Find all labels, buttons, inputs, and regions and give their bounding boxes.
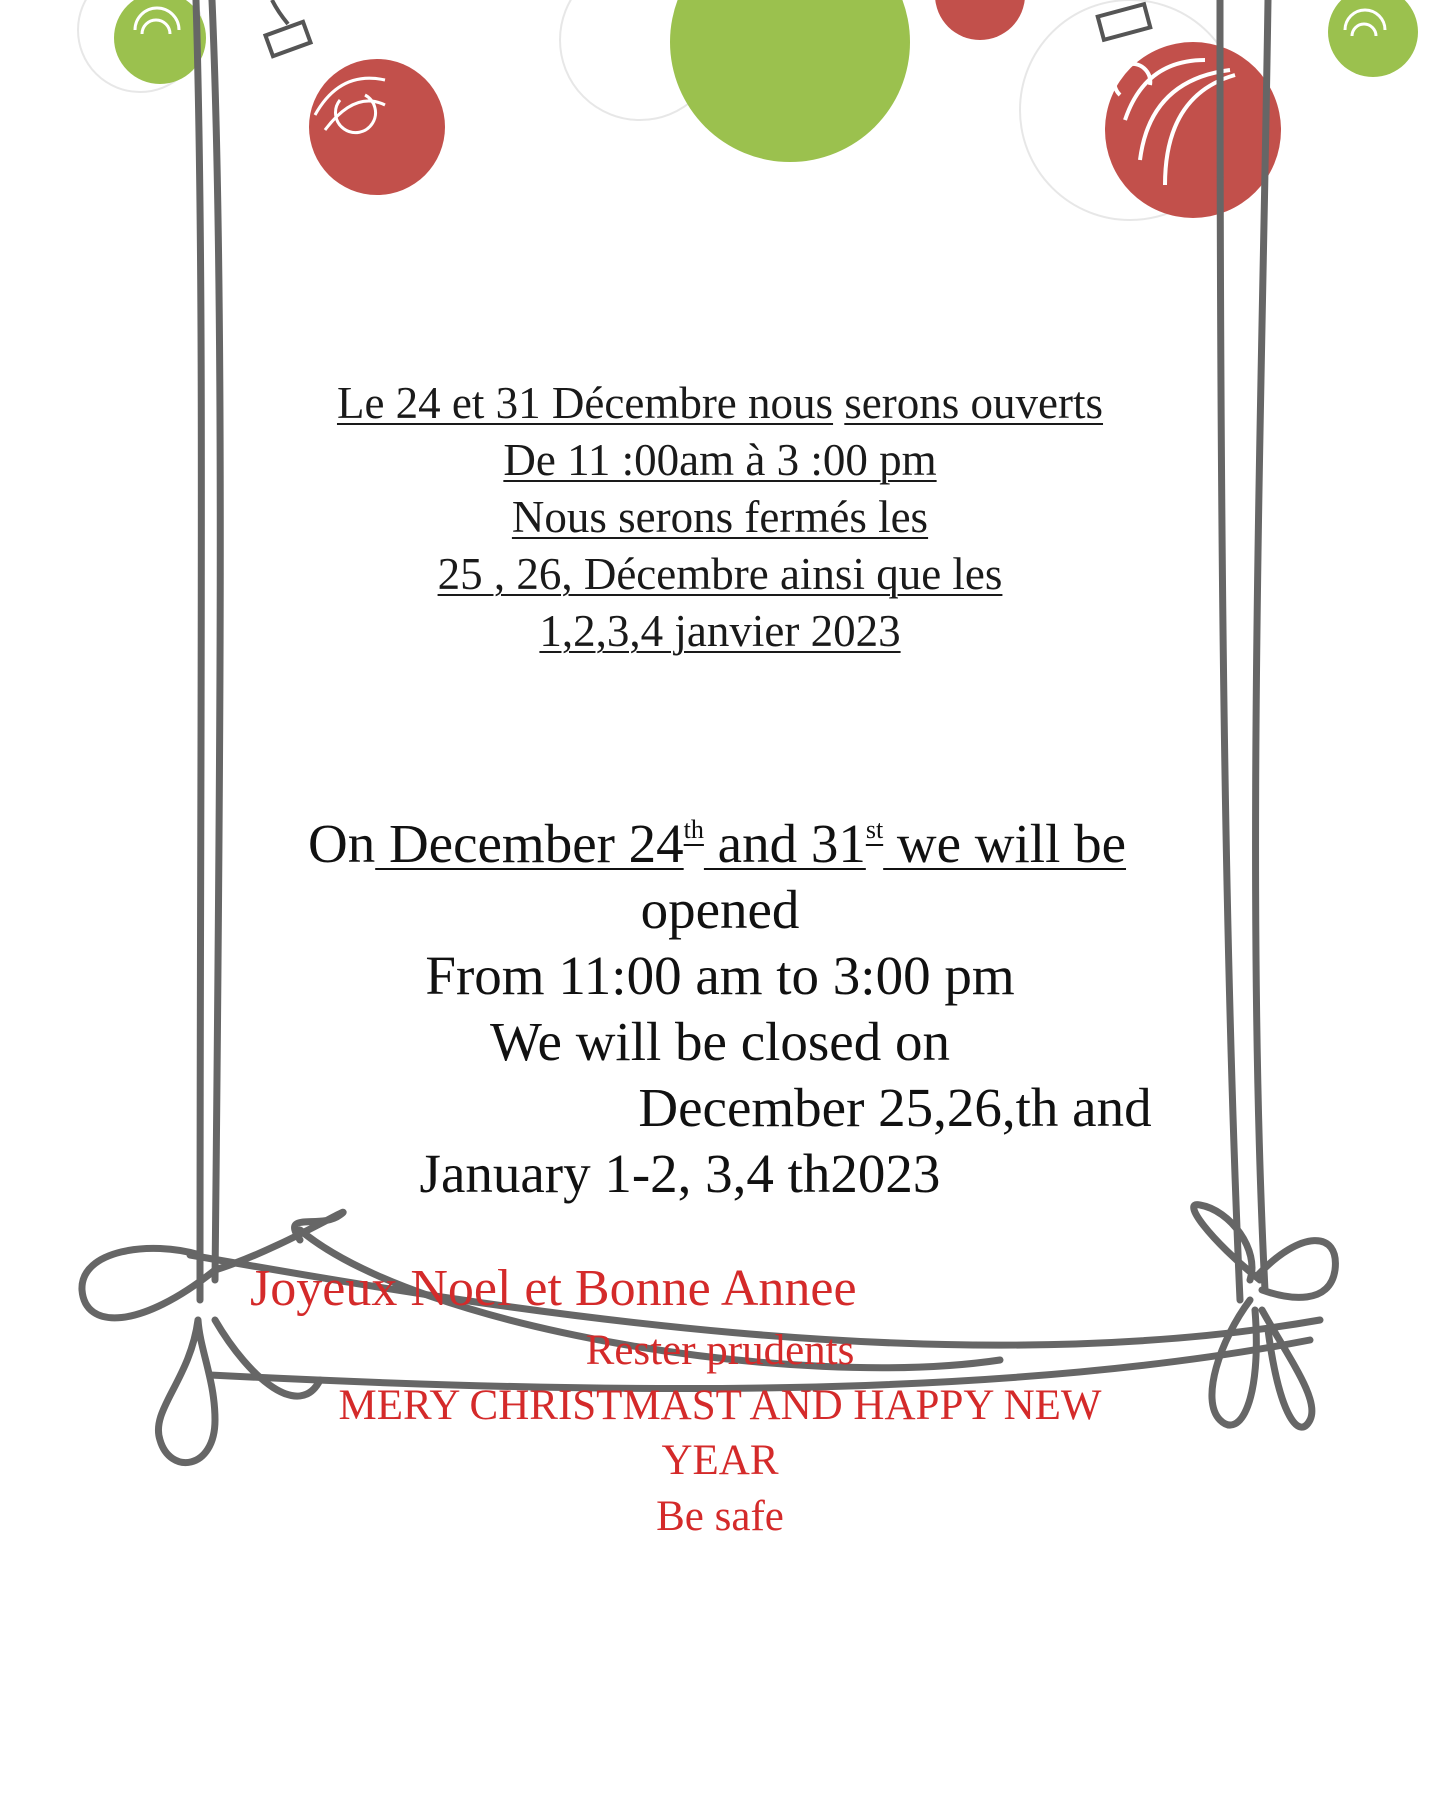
- en-opening-hours: From 11:00 am to 3:00 pm: [425, 945, 1015, 1006]
- en-closed-intro: We will be closed on: [490, 1011, 950, 1072]
- en-closed-december: December 25,26,th and: [638, 1077, 1152, 1138]
- en-date1-suffix: th: [683, 815, 704, 844]
- greeting-en: MERY CHRISTMAST AND HAPPY NEW: [338, 1382, 1102, 1429]
- red-ornament-icon: [309, 59, 445, 195]
- greeting-en-year: YEAR: [661, 1437, 779, 1484]
- en-date2: and 31: [703, 813, 866, 874]
- fr-closed-december-text: 25 , 26, Décembre ainsi que les: [437, 549, 1003, 599]
- en-date1: December 24: [375, 813, 684, 874]
- en-will-be: we will be: [883, 813, 1127, 874]
- greeting-en-safe: Be safe: [656, 1493, 784, 1540]
- red-ornament-icon: [935, 0, 1025, 40]
- fr-closed-intro-text: Nous serons fermés les: [511, 492, 929, 542]
- green-ornament-icon: [114, 0, 206, 84]
- greeting-fr: Joyeux Noel et Bonne Annee: [250, 1260, 857, 1317]
- en-opened: opened: [640, 879, 800, 940]
- en-closed-january: January 1-2, 3,4 th2023: [419, 1143, 941, 1204]
- en-opening-days: [0, 811, 1437, 877]
- fr-closed-intro: [0, 489, 1440, 546]
- fr-opening-hours-text: De 11 :00am à 3 :00 pm: [503, 435, 937, 485]
- green-ornament-icon: [1328, 0, 1418, 77]
- fr-opening-hours: [0, 432, 1440, 489]
- fr-opening-days-part2: serons ouverts: [844, 378, 1104, 428]
- en-date2-suffix: st: [865, 815, 884, 844]
- en-on: On: [307, 813, 376, 874]
- fr-opening-days-part1: Le 24 et 31 Décembre nous: [336, 378, 834, 428]
- fr-closed-january: [0, 603, 1440, 660]
- green-ornament-icon: [670, 0, 910, 162]
- fr-closed-january-text: 1,2,3,4 janvier 2023: [539, 606, 901, 656]
- greeting-fr-safe: Rester prudents: [585, 1327, 855, 1374]
- fr-closed-december: [0, 546, 1440, 603]
- fr-opening-days: [0, 375, 1440, 432]
- red-ornament-icon: [1105, 42, 1281, 218]
